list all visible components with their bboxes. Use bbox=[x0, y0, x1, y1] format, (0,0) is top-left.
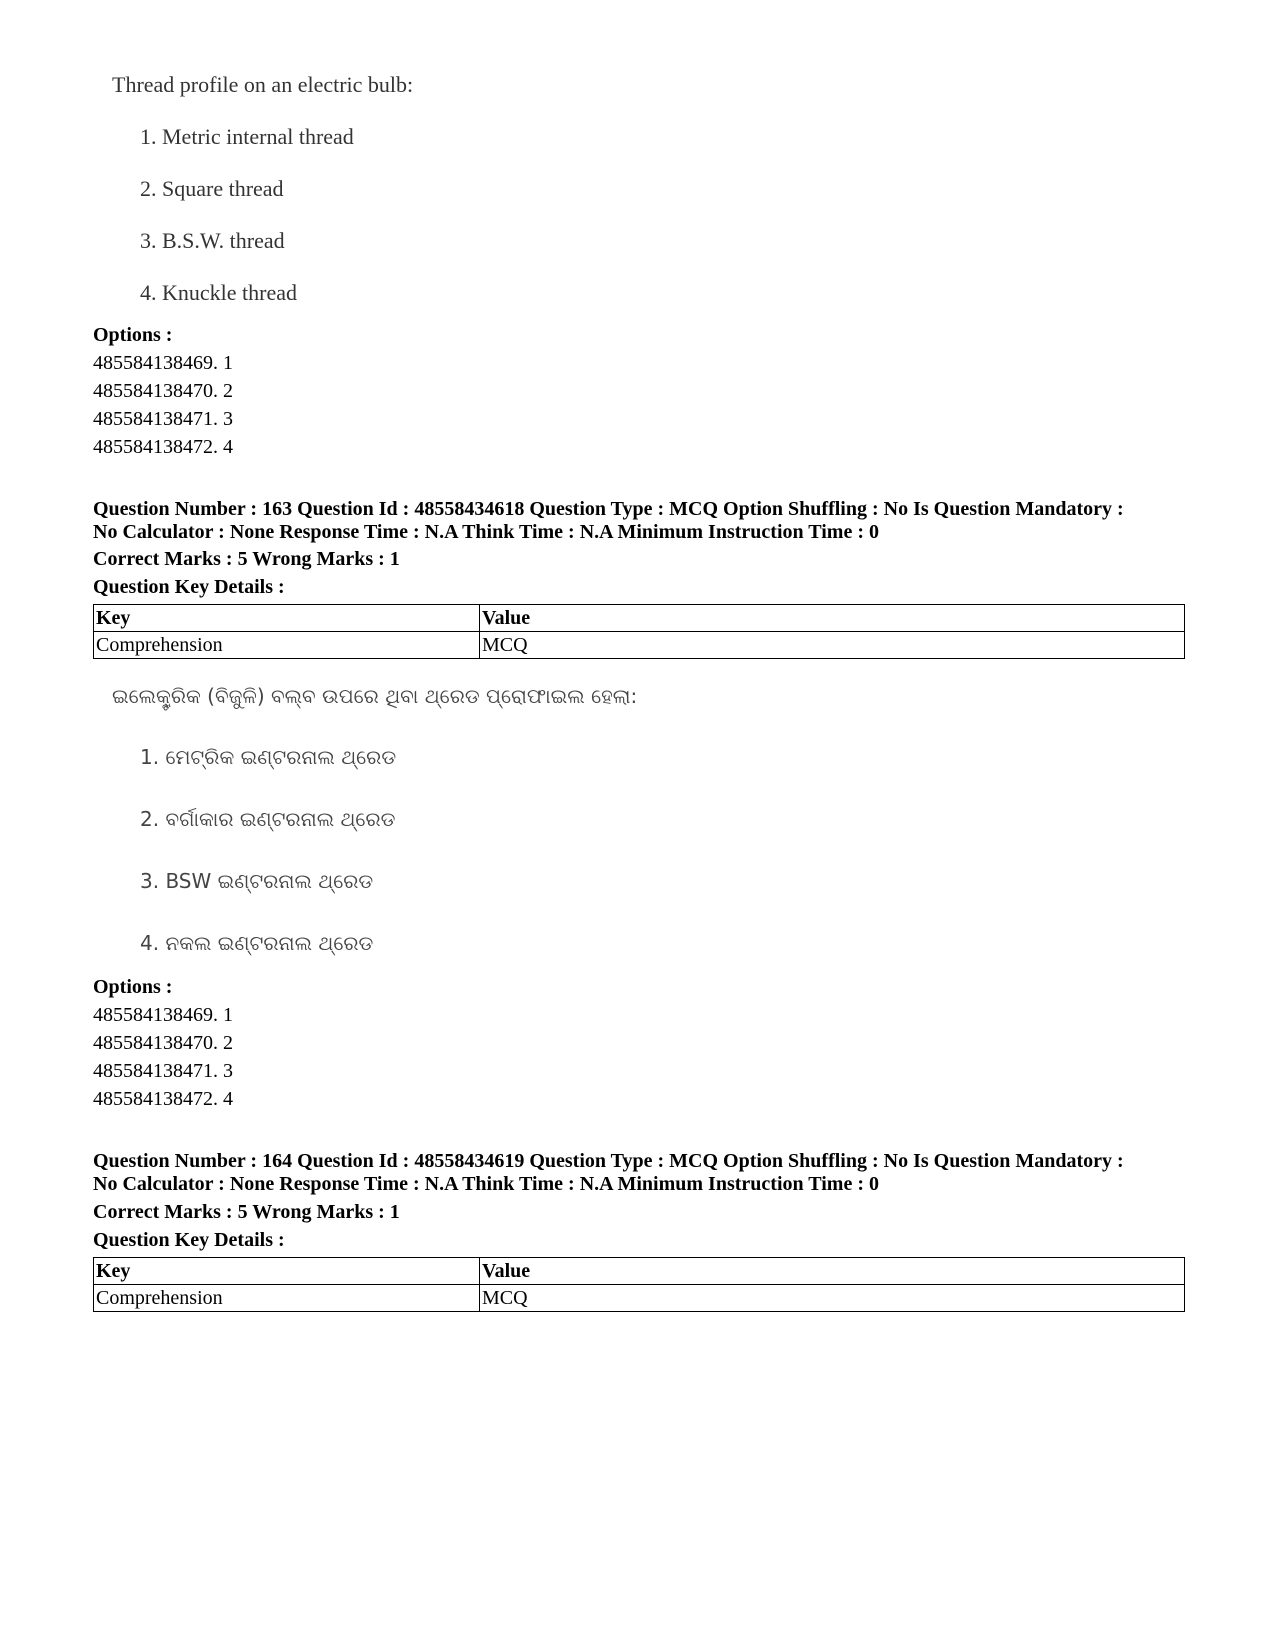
question-meta-line: No Calculator : None Response Time : N.A Think Time : N.A Minimum Instruction Time : 0 bbox=[93, 1173, 879, 1195]
table-header-key: Key bbox=[94, 1258, 480, 1285]
question-meta-line: Question Number : 163 Question Id : 48558434618 Question Type : MCQ Option Shuffling : No Is Question Mandatory : bbox=[93, 498, 1124, 520]
option-line: 485584138472. 4 bbox=[93, 1088, 233, 1110]
table-header-key: Key bbox=[94, 605, 480, 632]
question-stem: Thread profile on an electric bulb: bbox=[112, 72, 414, 97]
question-meta bbox=[93, 1150, 1203, 1196]
marks-line: Correct Marks : 5 Wrong Marks : 1 bbox=[93, 548, 400, 570]
question-meta-line: Question Number : 164 Question Id : 48558434619 Question Type : MCQ Option Shuffling : No Is Question Mandatory : bbox=[93, 1150, 1124, 1172]
option-line: 485584138469. 1 bbox=[93, 1004, 233, 1026]
question-stem: ଇଲେକ୍ଟ୍ରିକ (ବିଜୁଳି) ବଲ୍ବ ଉପରେ ଥିବା ଥ୍ରେଡ ପ୍ରୋଫାଇଲ ହେଲା: bbox=[112, 684, 638, 708]
key-details-table bbox=[93, 604, 1185, 659]
key-details-table bbox=[93, 1257, 1185, 1312]
question-item: 2. ବର୍ଗାକାର ଇଣ୍ଟରନାଲ ଥ୍ରେଡ bbox=[140, 807, 396, 831]
options-label: Options : bbox=[93, 976, 173, 998]
question-item: 3. B.S.W. thread bbox=[140, 228, 285, 253]
option-line: 485584138472. 4 bbox=[93, 436, 233, 458]
table-cell-value: MCQ bbox=[480, 632, 1185, 659]
table-row bbox=[94, 632, 1185, 659]
table-cell-key: Comprehension bbox=[94, 1285, 480, 1312]
table-header-value: Value bbox=[480, 1258, 1185, 1285]
table-header-value: Value bbox=[480, 605, 1185, 632]
marks-line: Correct Marks : 5 Wrong Marks : 1 bbox=[93, 1201, 400, 1223]
table-cell-value: MCQ bbox=[480, 1285, 1185, 1312]
table-row bbox=[94, 1285, 1185, 1312]
option-line: 485584138471. 3 bbox=[93, 1060, 233, 1082]
question-item: 4. ନକଲ ଇଣ୍ଟରନାଲ ଥ୍ରେଡ bbox=[140, 931, 374, 955]
key-details-label: Question Key Details : bbox=[93, 1229, 285, 1251]
table-cell-key: Comprehension bbox=[94, 632, 480, 659]
question-item: 4. Knuckle thread bbox=[140, 280, 297, 305]
table-header-row bbox=[94, 1258, 1185, 1285]
question-meta bbox=[93, 498, 1203, 544]
question-meta-line: No Calculator : None Response Time : N.A Think Time : N.A Minimum Instruction Time : 0 bbox=[93, 521, 879, 543]
option-line: 485584138470. 2 bbox=[93, 1032, 233, 1054]
question-item: 2. Square thread bbox=[140, 176, 284, 201]
question-item: 1. Metric internal thread bbox=[140, 124, 354, 149]
key-details-label: Question Key Details : bbox=[93, 576, 285, 598]
question-item: 3. BSW ଇଣ୍ଟରନାଲ ଥ୍ରେଡ bbox=[140, 869, 374, 893]
table-header-row bbox=[94, 605, 1185, 632]
option-line: 485584138469. 1 bbox=[93, 352, 233, 374]
question-item: 1. ମେଟ୍ରିକ ଇଣ୍ଟରନାଲ ଥ୍ରେଡ bbox=[140, 745, 397, 769]
options-label: Options : bbox=[93, 324, 173, 346]
option-line: 485584138470. 2 bbox=[93, 380, 233, 402]
option-line: 485584138471. 3 bbox=[93, 408, 233, 430]
